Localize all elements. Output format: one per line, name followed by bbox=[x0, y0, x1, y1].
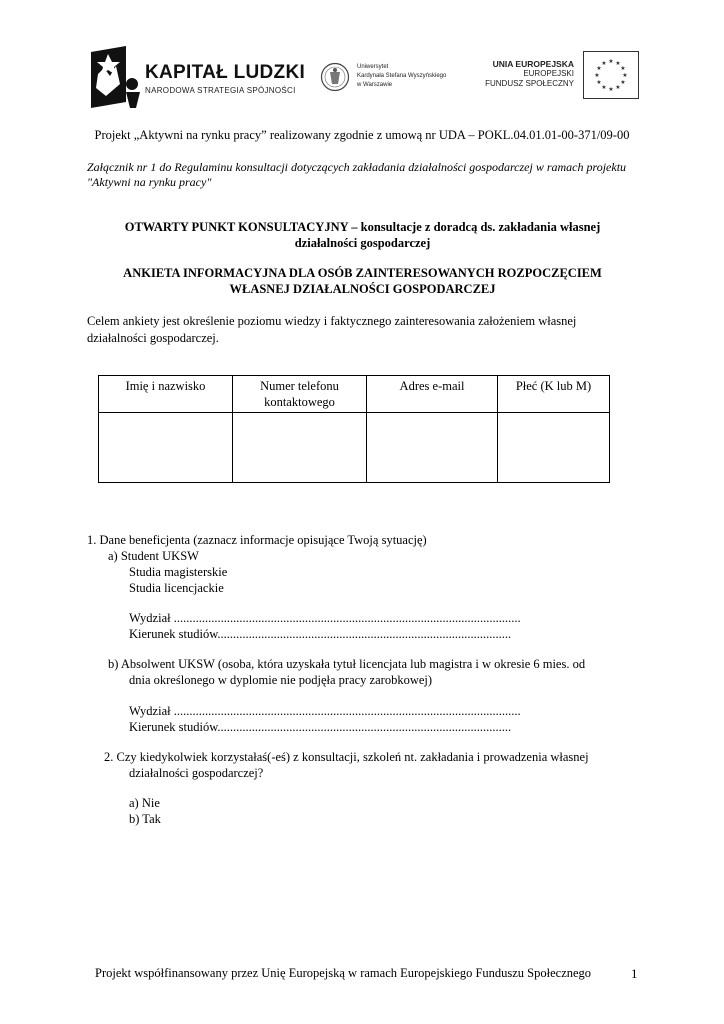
survey-intro bbox=[87, 313, 647, 347]
kapital-ludzki-subtitle: NARODOWA STRATEGIA SPÓJNOŚCI bbox=[145, 86, 296, 95]
cell-email[interactable] bbox=[367, 413, 498, 483]
svg-text:★: ★ bbox=[620, 65, 626, 72]
q1-option-b-line-1: b) Absolwent UKSW (osoba, która uzyskała tytuł licencjata lub magistra i w okresie 6 mies. od bbox=[108, 657, 586, 671]
point-title-line-2: działalności gospodarczej bbox=[294, 236, 431, 250]
survey-title-line-2: WŁASNEJ DZIAŁALNOŚCI GOSPODARCZEJ bbox=[229, 282, 496, 296]
cell-name[interactable] bbox=[99, 413, 233, 483]
uksw-line-3: w Warszawie bbox=[357, 82, 393, 88]
col-header-phone-line-2: kontaktowego bbox=[264, 395, 335, 409]
q1-option-a-masters: Studia magisterskie bbox=[129, 565, 228, 579]
q1-option-b-line-2: dnia określonego w dyplomie nie podjęła pracy zarobkowej) bbox=[129, 673, 433, 687]
annex-line-1: Załącznik nr 1 do Regulaminu konsultacji dotyczących zakładania działalności gospodarczej w ramach projektu bbox=[87, 160, 627, 174]
annex-note bbox=[87, 160, 647, 190]
question-2-title-line-2: działalności gospodarczej? bbox=[129, 766, 264, 780]
question-1-title: 1. Dane beneficjenta (zaznacz informacje opisujące Twoją sytuację) bbox=[87, 533, 427, 547]
q1-faculty-field[interactable]: Wydział ............................................................................................................... bbox=[129, 611, 521, 625]
survey-title bbox=[100, 265, 625, 297]
col-header-phone-line-1: Numer telefonu bbox=[260, 379, 339, 393]
eu-title: UNIA EUROPEJSKA bbox=[492, 59, 574, 69]
point-title-line-1: OTWARTY PUNKT KONSULTACYJNY – konsultacje z doradcą ds. zakładania własnej bbox=[124, 220, 601, 234]
q2-option-no[interactable]: a) Nie bbox=[129, 796, 160, 810]
survey-title-line-1: ANKIETA INFORMACYJNA DLA OSÓB ZAINTERESOWANYCH ROZPOCZĘCIEM bbox=[123, 266, 602, 280]
col-header-gender: Płeć (K lub M) bbox=[498, 376, 610, 413]
eu-line-2: EUROPEJSKI bbox=[523, 69, 574, 78]
svg-text:★: ★ bbox=[596, 79, 602, 86]
q1-option-a-bachelors: Studia licencjackie bbox=[129, 581, 224, 595]
svg-text:★: ★ bbox=[594, 72, 600, 79]
col-header-phone bbox=[233, 376, 367, 413]
project-agreement-line: Projekt „Aktywni na rynku pracy” realizowany zgodnie z umową nr UDA – POKL.04.01.01-00-371/09-00 bbox=[94, 128, 630, 142]
svg-text:★: ★ bbox=[596, 65, 602, 72]
svg-text:★: ★ bbox=[601, 60, 607, 67]
uksw-line-1: Uniwersytet bbox=[357, 64, 389, 70]
page-number: 1 bbox=[631, 966, 638, 981]
intro-line-1: Celem ankiety jest określenie poziomu wiedzy i faktycznego zainteresowania założeniem własnej bbox=[87, 314, 577, 328]
kapital-ludzki-emblem-icon bbox=[86, 44, 146, 114]
svg-text:★: ★ bbox=[608, 86, 614, 93]
col-header-email: Adres e-mail bbox=[367, 376, 498, 413]
svg-text:★: ★ bbox=[615, 84, 621, 91]
uksw-name bbox=[357, 63, 446, 90]
table-header-row bbox=[99, 376, 610, 413]
question-2-title-line-1: 2. Czy kiedykolwiek korzystałaś(-eś) z konsultacji, szkoleń nt. zakładania i prowadzenia własnej bbox=[104, 750, 589, 764]
svg-text:★: ★ bbox=[622, 72, 628, 79]
q1-b-faculty-field[interactable]: Wydział ............................................................................................................... bbox=[129, 704, 521, 718]
uksw-seal-icon bbox=[320, 62, 350, 92]
svg-text:★: ★ bbox=[620, 79, 626, 86]
svg-text:★: ★ bbox=[615, 60, 621, 67]
svg-text:★: ★ bbox=[601, 84, 607, 91]
footer-funding-note: Projekt współfinansowany przez Unię Europejską w ramach Europejskiego Funduszu Społecznego bbox=[95, 966, 592, 980]
consultation-point-title bbox=[100, 219, 625, 251]
svg-text:★: ★ bbox=[608, 58, 614, 65]
kapital-ludzki-title: KAPITAŁ LUDZKI bbox=[145, 62, 306, 83]
q1-option-a: a) Student UKSW bbox=[108, 549, 199, 563]
col-header-name: Imię i nazwisko bbox=[99, 376, 233, 413]
eu-text-block bbox=[478, 59, 574, 89]
q2-option-yes[interactable]: b) Tak bbox=[129, 812, 161, 826]
cell-gender[interactable] bbox=[498, 413, 610, 483]
uksw-line-2: Kardynała Stefana Wyszyńskiego bbox=[357, 73, 447, 79]
q1-b-major-field[interactable]: Kierunek studiów.............................................................................................. bbox=[129, 720, 512, 734]
annex-line-2: "Aktywni na rynku pracy" bbox=[87, 175, 212, 189]
eu-line-3: FUNDUSZ SPOŁECZNY bbox=[485, 79, 574, 88]
personal-data-table bbox=[98, 375, 610, 483]
cell-phone[interactable] bbox=[233, 413, 367, 483]
q1-major-field[interactable]: Kierunek studiów.............................................................................................. bbox=[129, 627, 512, 641]
table-row bbox=[99, 413, 610, 483]
intro-line-2: działalności gospodarczej. bbox=[87, 331, 219, 345]
eu-flag-icon bbox=[583, 51, 639, 99]
